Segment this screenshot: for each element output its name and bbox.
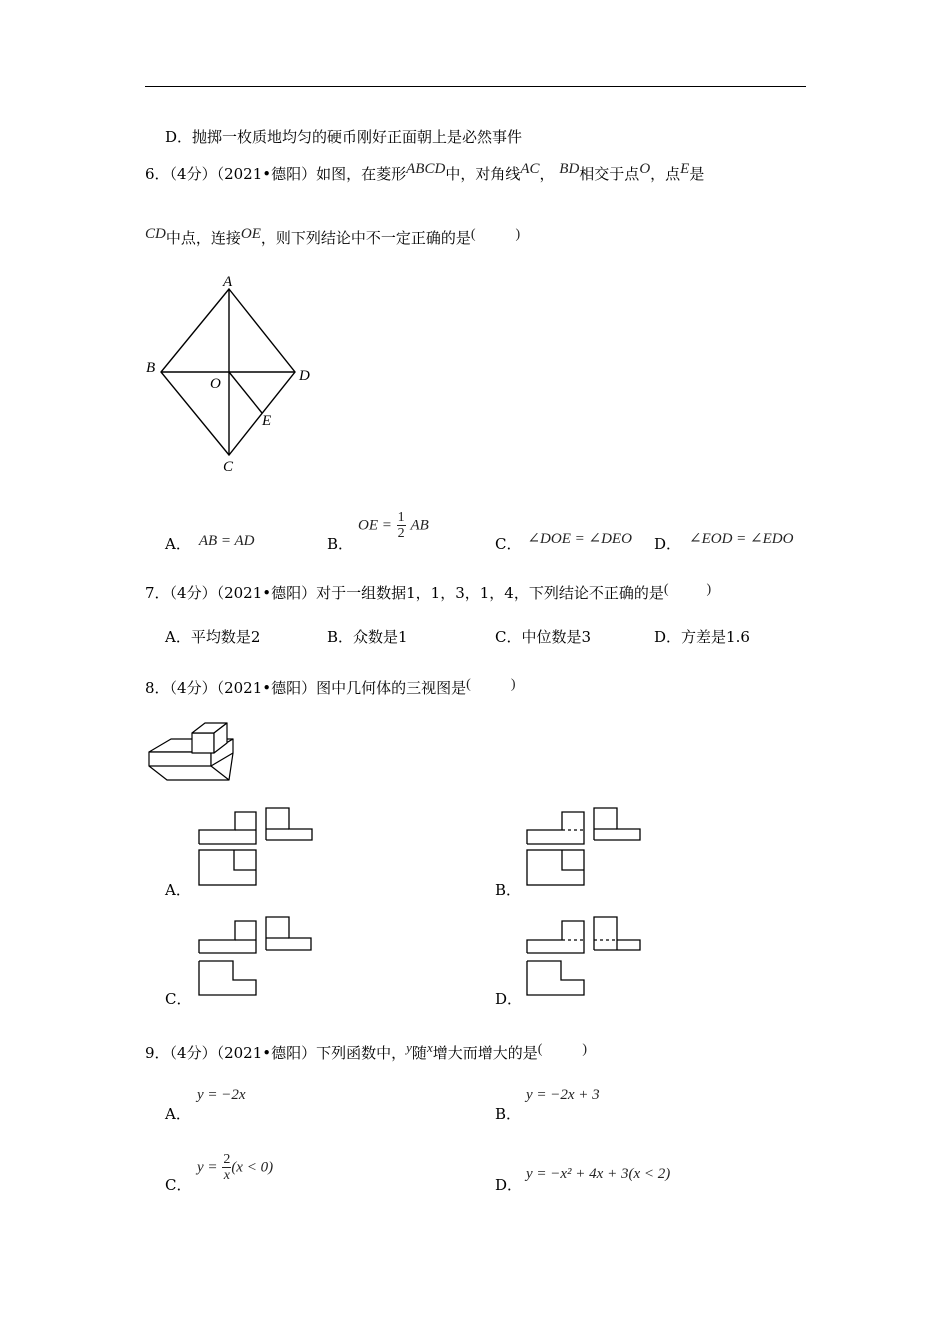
fraction [222, 1152, 231, 1183]
option-label: D． [495, 1176, 523, 1194]
q9-blank-open: ( [537, 1042, 543, 1057]
option-label: C． [495, 535, 522, 553]
q6-option-a-text: AB = AD [198, 533, 255, 549]
q7-blank-open: ( [663, 582, 669, 597]
numerator: 2 [223, 1152, 231, 1167]
q8-option-c: C． [165, 990, 192, 1008]
q9-source: （2021•德阳） [216, 1044, 317, 1062]
q8-blank-close: ) [510, 677, 516, 692]
q9-option-a [165, 1104, 191, 1124]
q9-option-b [495, 1104, 521, 1124]
q9-stem-part: 随 [411, 1044, 427, 1062]
q6-var-oe: OE [240, 226, 261, 242]
option-label: B． [495, 1105, 522, 1123]
formula-lhs: y = [197, 1159, 218, 1176]
q9-blank-close: ) [582, 1042, 588, 1057]
numerator: 1 [397, 510, 405, 525]
q6-number: 6． [145, 165, 170, 183]
label-c: C [223, 459, 234, 475]
q9-var-y: y [406, 1040, 412, 1055]
q6-var-cd: CD [145, 226, 166, 242]
q8-source: （2021•德阳） [216, 679, 317, 697]
q6-comma: ， [539, 165, 555, 183]
formula-rhs: AB [410, 517, 429, 534]
q6-stem-part: ，点 [650, 165, 681, 183]
q6-score: （4分） [169, 165, 217, 183]
denominator: x [223, 1168, 230, 1183]
q6-stem-part: ，则下列结论中不一定正确的是 [260, 229, 471, 247]
q8-option-d-views [527, 917, 640, 995]
q9-option-b-formula: y = −2x + 3 [526, 1087, 600, 1103]
q7-option-c: C．中位数是3 [495, 628, 592, 646]
q9-number: 9． [145, 1044, 170, 1062]
formula-rhs: (x < 0) [231, 1159, 274, 1176]
q6-var-o: O [639, 161, 651, 177]
q6-blank-close: ) [515, 227, 521, 242]
q7-stem-text: 对于一组数据1，1，3，1，4，下列结论不正确的是 [316, 584, 664, 602]
q9-option-d [495, 1175, 522, 1195]
q8-option-a-views [199, 808, 312, 885]
q6-var-bd: BD [559, 161, 580, 177]
q6-var-e: E [680, 161, 690, 177]
label-e: E [262, 413, 272, 429]
label-b: B [146, 360, 156, 376]
q6-option-d-text: ∠EOD = ∠EDO [689, 531, 794, 547]
q7-option-d: D．方差是1.6 [654, 628, 750, 646]
q6-option-c-text: ∠DOE = ∠DEO [527, 531, 632, 547]
q9-option-c [165, 1175, 191, 1195]
q9-option-c-formula [197, 1152, 273, 1183]
q6-blank-open: ( [470, 227, 476, 242]
option-label: A． [165, 535, 191, 553]
q6-var-ac: AC [520, 161, 540, 177]
q9-stem [145, 1040, 588, 1065]
q8-option-a: A． [165, 881, 191, 899]
q8-score: （4分） [169, 679, 217, 697]
q6-stem-part: 中点，连接 [165, 229, 241, 247]
option-label: A． [165, 1105, 191, 1123]
q6-stem-part: 相交于点 [579, 165, 640, 183]
q7-score: （4分） [169, 584, 217, 602]
q8-option-b: B． [495, 881, 522, 899]
q6-stem-part: 是 [689, 165, 705, 183]
q7-option-a: A．平均数是2 [165, 628, 261, 646]
q6-stem-part: 中，对角线 [445, 165, 521, 183]
q8-option-b-views [527, 808, 640, 885]
q8-stem-text: 图中几何体的三视图是 [316, 679, 467, 697]
option-label: D． [654, 535, 682, 553]
q9-option-d-formula: y = −x² + 4x + 3(x < 2) [526, 1166, 671, 1182]
q8-number: 8． [145, 679, 170, 697]
q6-source: （2021•德阳） [216, 165, 317, 183]
q7-option-b: B．众数是1 [327, 628, 408, 646]
q9-stem-part: 下列函数中， [316, 1044, 407, 1062]
q6-var-abcd: ABCD [406, 161, 446, 177]
q7-source: （2021•德阳） [216, 584, 317, 602]
denominator: 2 [397, 526, 405, 541]
q5-option-d: D．抛掷一枚质地均匀的硬币刚好正面朝上是必然事件 [165, 128, 523, 146]
q8-blank-open: ( [466, 677, 471, 692]
option-label: C． [165, 1176, 192, 1194]
q8-option-c-views [199, 917, 311, 995]
q9-score: （4分） [169, 1044, 217, 1062]
label-a: A [223, 274, 233, 290]
q6-stem-part: 如图，在菱形 [316, 165, 407, 183]
label-d: D [299, 368, 310, 384]
q7-blank-close: ) [706, 582, 712, 597]
formula-lhs: OE = [358, 517, 392, 534]
q8-option-d: D． [495, 990, 523, 1008]
q9-var-x: x [426, 1040, 433, 1055]
q7-number: 7． [145, 584, 170, 602]
option-label: B． [327, 535, 354, 553]
q9-stem-part: 增大而增大的是 [432, 1044, 538, 1062]
label-o: O [210, 376, 221, 392]
q9-option-a-formula: y = −2x [197, 1087, 246, 1103]
